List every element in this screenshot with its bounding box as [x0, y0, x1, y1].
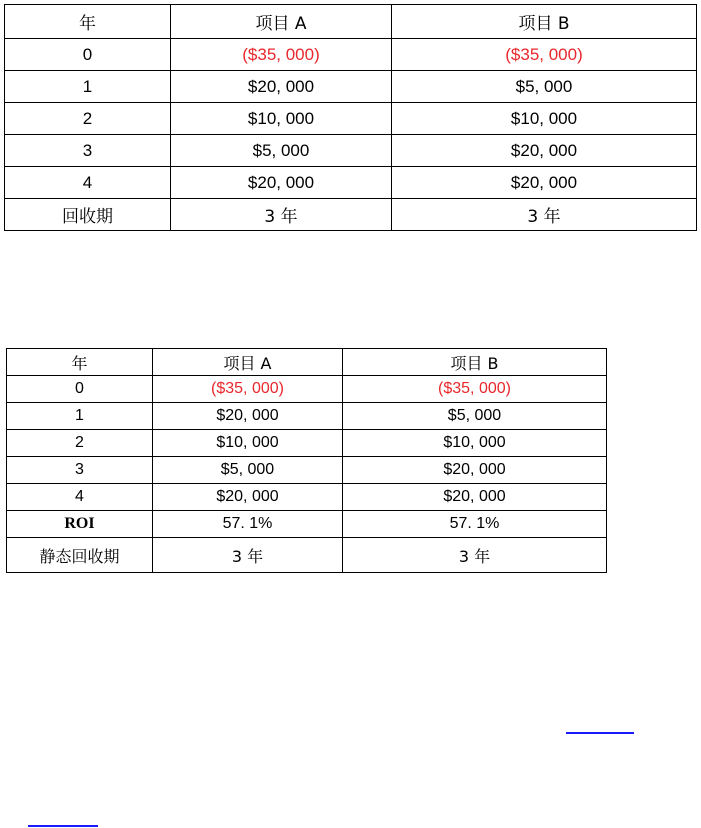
cell-project-a: 3 年: [153, 538, 343, 573]
cell-project-a: $20, 000: [153, 403, 343, 430]
cell-project-a: $5, 000: [153, 457, 343, 484]
cell-roi-label: ROI: [7, 511, 153, 538]
cell-year: 2: [5, 103, 171, 135]
table-row: [5, 71, 697, 103]
cell-project-b: ($35, 000): [343, 376, 607, 403]
table-row: [5, 39, 697, 71]
cell-project-b: $20, 000: [392, 167, 697, 199]
cell-year: 3: [5, 135, 171, 167]
cell-year: 2: [7, 430, 153, 457]
table-row: [7, 376, 607, 403]
cell-project-b: $10, 000: [392, 103, 697, 135]
cell-project-b: ($35, 000): [392, 39, 697, 71]
cell-project-a: $10, 000: [153, 430, 343, 457]
table-row: [7, 430, 607, 457]
cell-year: 4: [7, 484, 153, 511]
table-row-payback: [5, 199, 697, 231]
table-row: [7, 403, 607, 430]
cell-year: 0: [7, 376, 153, 403]
cell-payback-label: 回收期: [5, 199, 171, 231]
table-row-static-payback: [7, 538, 607, 573]
header-project-b: 项目 B: [392, 5, 697, 39]
header-project-b: 项目 B: [343, 349, 607, 376]
cell-project-a: 3 年: [171, 199, 392, 231]
cell-project-b: $5, 000: [392, 71, 697, 103]
roi-payback-table: [6, 348, 607, 573]
table-row: [5, 167, 697, 199]
cell-project-b: 3 年: [392, 199, 697, 231]
cell-project-a: $20, 000: [171, 167, 392, 199]
payback-table: [4, 4, 697, 231]
cell-project-b: 3 年: [343, 538, 607, 573]
cell-project-a: $5, 000: [171, 135, 392, 167]
table-header-row: [5, 5, 697, 39]
table-row: [5, 103, 697, 135]
cell-year: 1: [7, 403, 153, 430]
cell-project-b: $20, 000: [343, 484, 607, 511]
cell-year: 1: [5, 71, 171, 103]
cell-year: 4: [5, 167, 171, 199]
cell-project-b: $20, 000: [343, 457, 607, 484]
cell-year: 3: [7, 457, 153, 484]
link-underline[interactable]: [566, 732, 634, 734]
link-underline[interactable]: [28, 825, 98, 827]
header-year: 年: [7, 349, 153, 376]
cell-project-b: $5, 000: [343, 403, 607, 430]
cell-project-a: $10, 000: [171, 103, 392, 135]
cell-static-payback-label: 静态回收期: [7, 538, 153, 573]
cell-project-a: ($35, 000): [171, 39, 392, 71]
cell-project-a: $20, 000: [153, 484, 343, 511]
table-row: [5, 135, 697, 167]
table-row-roi: [7, 511, 607, 538]
table-row: [7, 457, 607, 484]
cell-project-b: $20, 000: [392, 135, 697, 167]
cell-project-b: $10, 000: [343, 430, 607, 457]
cell-project-b: 57. 1%: [343, 511, 607, 538]
header-project-a: 项目 A: [153, 349, 343, 376]
cell-project-a: $20, 000: [171, 71, 392, 103]
cell-year: 0: [5, 39, 171, 71]
header-year: 年: [5, 5, 171, 39]
table-row: [7, 484, 607, 511]
table-header-row: [7, 349, 607, 376]
cell-project-a: ($35, 000): [153, 376, 343, 403]
header-project-a: 项目 A: [171, 5, 392, 39]
cell-project-a: 57. 1%: [153, 511, 343, 538]
